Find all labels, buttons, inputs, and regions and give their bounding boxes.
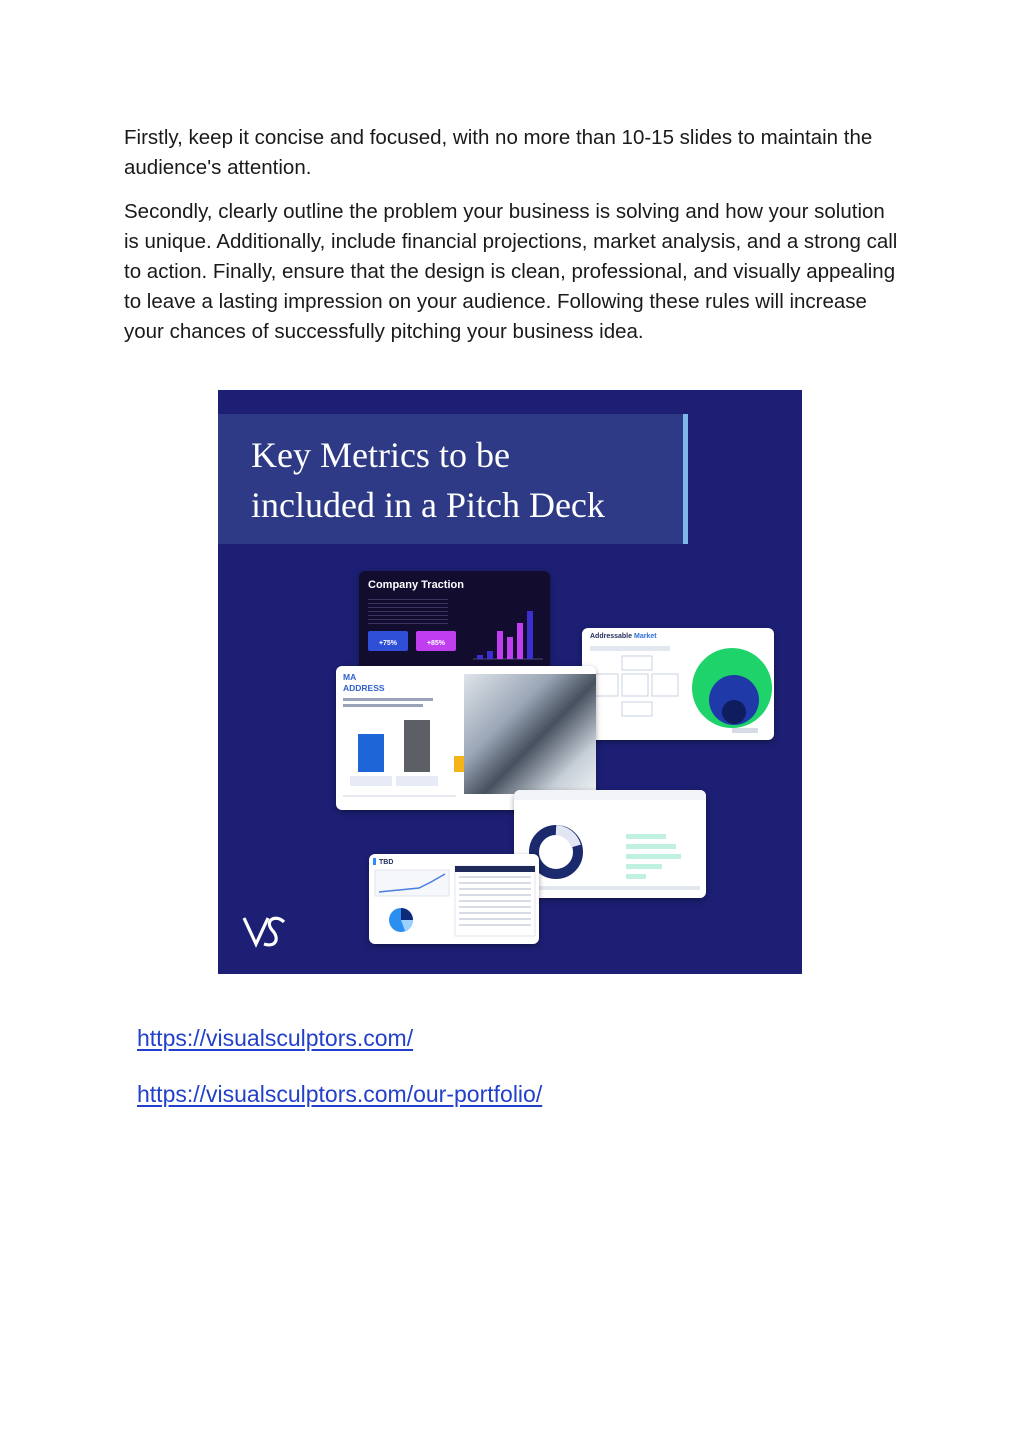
pitch-deck-metrics-image <box>218 390 802 974</box>
slide-title: MA ADDRESS <box>343 672 385 693</box>
intro-paragraph-2: Secondly, clearly outline the problem your business is solving and how your solution is unique. Additionally, include financial projections, market analysis, and a strong call to action. Finally, ensure that the design is clean, professional, and visually appealing to leave a lasting impression on your audience. Following these rules will increase your chances of successfully pitching your business idea. <box>124 200 898 343</box>
link-visualsculptors-home[interactable]: https://visualsculptors.com/ <box>137 1025 414 1051</box>
sales-charts <box>514 790 706 898</box>
slide-title: Addressable Market <box>590 633 657 640</box>
slide-addressable-market <box>582 628 774 740</box>
visual-sculptors-logo <box>240 910 290 952</box>
intro-paragraph-1: Firstly, keep it concise and focused, with no more than 10-15 slides to maintain the audience's attention. <box>124 126 873 179</box>
stat-pill: +75% <box>368 631 408 651</box>
slide-market-address <box>336 666 596 810</box>
banner-accent-bar <box>683 414 688 544</box>
slide-body-text <box>368 599 448 625</box>
slide-sales-increase <box>514 790 706 898</box>
hero-title <box>251 430 681 530</box>
stat-pill: +85% <box>416 631 456 651</box>
slide-title: TBD <box>379 859 394 866</box>
market-diagram <box>582 628 774 740</box>
slide-title: Company Traction <box>368 579 464 591</box>
traction-bar-chart <box>471 601 545 663</box>
link-visualsculptors-portfolio[interactable]: https://visualsculptors.com/our-portfolio/ <box>137 1081 543 1107</box>
tbd-charts <box>369 854 539 944</box>
hero-title-line-2: included in a Pitch Deck <box>251 485 605 525</box>
slide-tbd <box>369 854 539 944</box>
audience-bar-chart <box>336 666 596 810</box>
hero-title-line-1: Key Metrics to be <box>251 435 510 475</box>
